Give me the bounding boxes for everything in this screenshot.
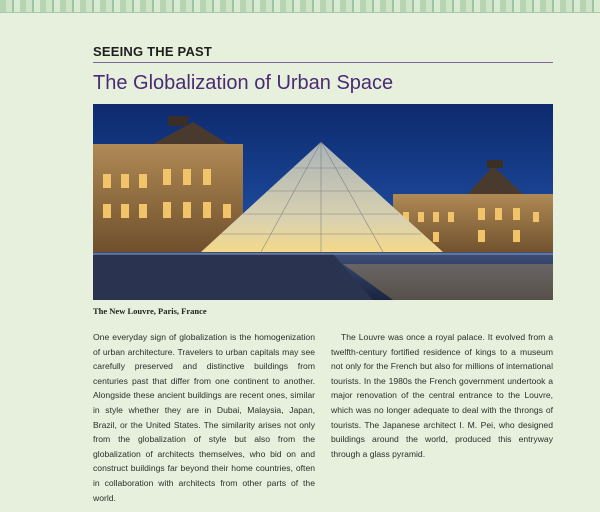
- photo-caption: The New Louvre, Paris, France: [93, 306, 207, 316]
- body-column-left: One everyday sign of globalization is the homogenization of urban architecture. Travelers to urban capitals may see carefully preserved and distinctive buildings from centuries past that differ from one continent to another. Alongside these ancient buildings are recent ones, similar in style whether they are in Dubai, Malaysia, Japan, Brazil, or the United States. The similarity arises not only from the globalization of style but also from the globalization of architects themselves, who bid on and construct buildings far beyond their home countries, often in collaboration with architects from other parts of the world.: [93, 332, 315, 503]
- page-title: The Globalization of Urban Space: [93, 72, 394, 94]
- title-rule: [93, 62, 553, 63]
- body-column-right: The Louvre was once a royal palace. It evolved from a twelfth-century fortified residence of kings to a museum not only for the French but also for millions of international tourists. In the 1980s the French government undertook a major renovation of the central entrance to the Louvre, which was no longer adequate to deal with the throngs of tourists. The Japanese architect I. M. Pei, who designed buildings around the world, produced this entryway through a glass pyramid.: [331, 332, 553, 459]
- section-label: SEEING THE PAST: [93, 44, 213, 59]
- louvre-pyramid-photo: [93, 104, 553, 300]
- decorative-top-border: [0, 0, 600, 13]
